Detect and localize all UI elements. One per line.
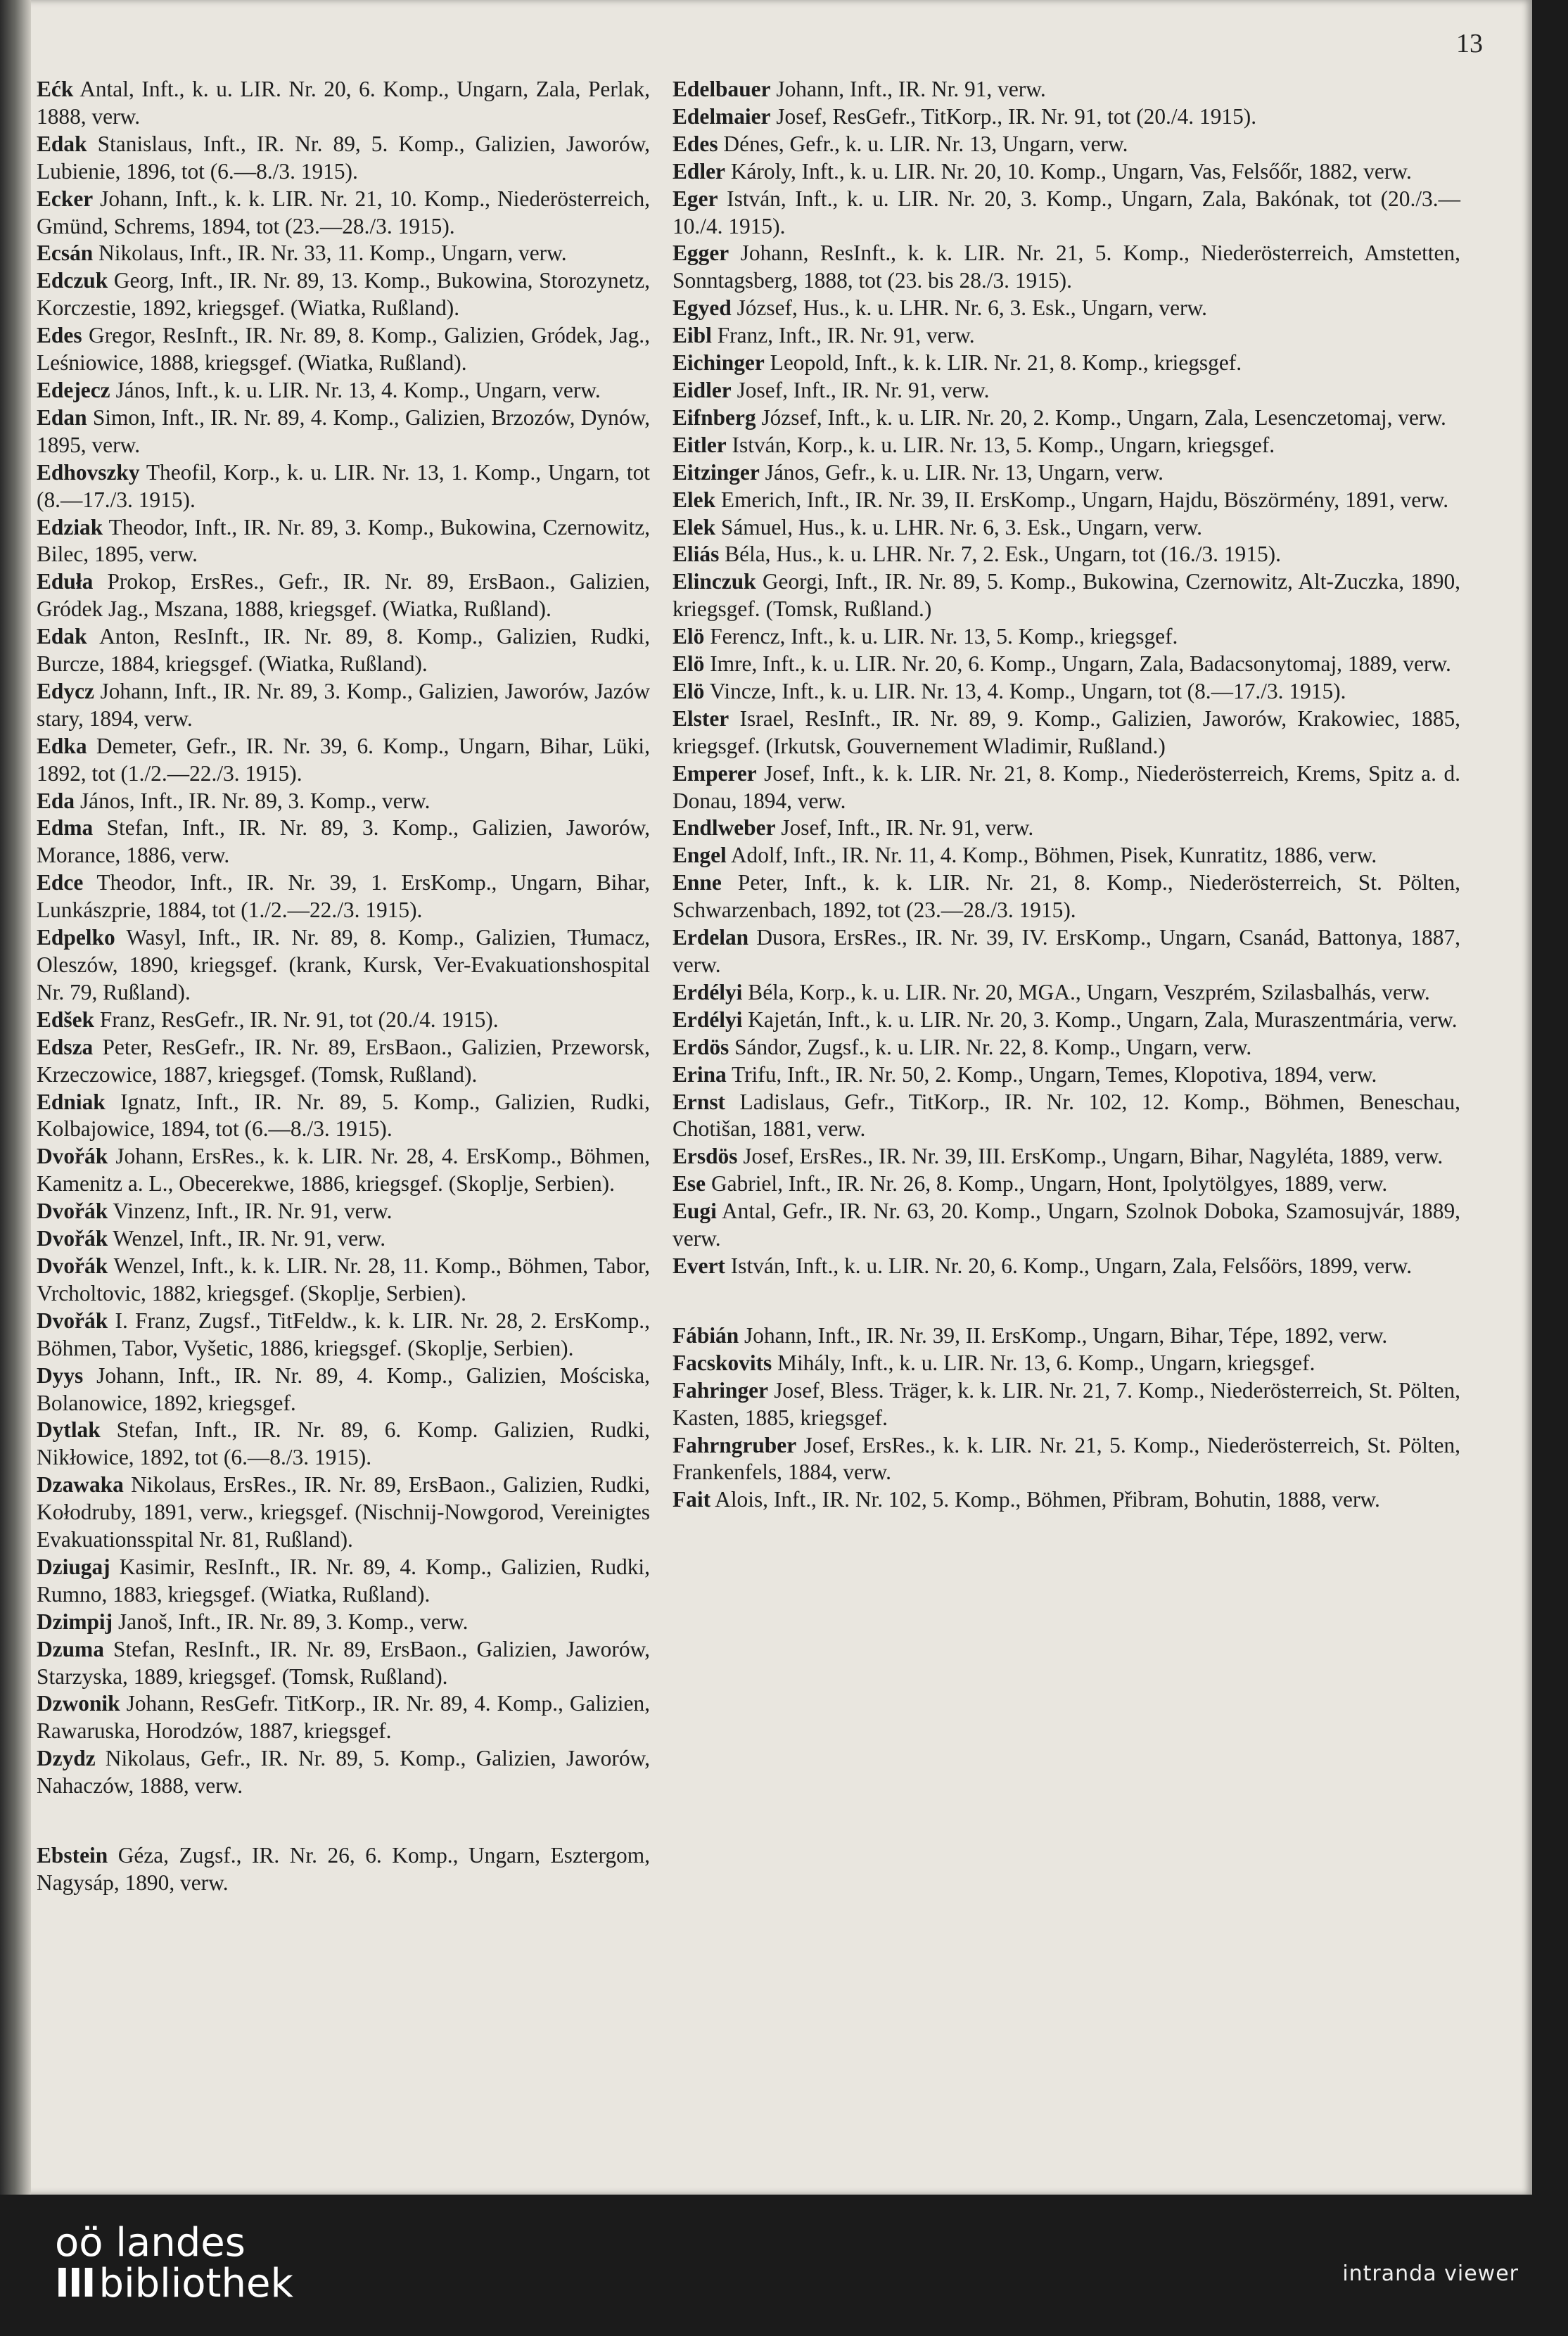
entry-name: Dzydz xyxy=(37,1746,96,1771)
entry-text: I. Franz, Zugsf., TitFeldw., k. k. LIR. Nr. 28, 2. ErsKomp., Böhmen, Tabor, Vyšetic, 1886, kriegsgef. (Skoplje, Serbien). xyxy=(37,1308,650,1360)
list-item xyxy=(37,678,650,733)
entry-text: Johann, Inft., IR. Nr. 89, 4. Komp., Galizien, Mościska, Bolanowice, 1892, kriegsgef. xyxy=(37,1362,650,1415)
entry-name: Facskovits xyxy=(673,1350,772,1375)
entry-name: Eger xyxy=(673,186,718,211)
entry-text: Károly, Inft., k. u. LIR. Nr. 20, 10. Komp., Ungarn, Vas, Felsőőr, 1882, verw. xyxy=(725,158,1412,184)
entry-text: János, Inft., IR. Nr. 89, 3. Komp., verw. xyxy=(75,788,431,813)
list-item xyxy=(673,322,1460,350)
entry-text: Johann, ResGefr. TitKorp., IR. Nr. 89, 4. Komp., Galizien, Rawaruska, Horodzów, 1887, kriegsgef. xyxy=(37,1691,650,1744)
entry-name: Enne xyxy=(673,870,722,895)
list-item xyxy=(37,623,650,678)
list-item xyxy=(673,568,1460,623)
entry-name: Ecsán xyxy=(37,241,94,266)
entry-name: Emperer xyxy=(673,760,757,786)
right-column xyxy=(673,76,1460,1514)
entry-text: Theodor, Inft., IR. Nr. 39, 1. ErsKomp., Ungarn, Bihar, Lunkászprie, 1884, tot (1./2.—22./3. 1915). xyxy=(37,870,650,923)
entry-name: Engel xyxy=(673,843,727,868)
entry-name: Elö xyxy=(673,651,705,677)
list-item xyxy=(673,678,1460,706)
entry-text: Josef, ResGefr., TitKorp., IR. Nr. 91, tot (20./4. 1915). xyxy=(770,103,1257,129)
entry-name: Ersdös xyxy=(673,1144,738,1169)
entry-text: Anton, ResInft., IR. Nr. 89, 8. Komp., Galizien, Rudki, Burcze, 1884, kriegsgef. (Wiatka, Rußland). xyxy=(37,624,650,677)
list-item xyxy=(37,459,650,514)
list-item xyxy=(37,924,650,1007)
logo-line-2: bibliothek xyxy=(98,2261,293,2306)
list-item xyxy=(37,1253,650,1308)
entry-text: Johann, Inft., IR. Nr. 89, 3. Komp., Galizien, Jaworów, Jazów stary, 1894, verw. xyxy=(37,678,650,731)
list-item xyxy=(37,788,650,815)
entry-text: Nikolaus, ErsRes., IR. Nr. 89, ErsBaon., Galizien, Rudki, Kołodruby, 1891, verw., kriegsgef. (Nischnij-Nowgorod, Vereinigtes Evakuationsspital Nr. 81, Rußland). xyxy=(37,1472,650,1552)
list-item xyxy=(37,568,650,623)
entry-text: Stefan, ResInft., IR. Nr. 89, ErsBaon., Galizien, Jaworów, Starzyska, 1889, kriegsgef. (Tomsk, Rußland). xyxy=(37,1636,650,1689)
list-item xyxy=(37,377,650,404)
left-column xyxy=(37,76,650,1897)
entry-name: Erdélyi xyxy=(673,979,743,1004)
list-item xyxy=(673,158,1460,186)
list-item xyxy=(37,1690,650,1745)
entry-name: Edes xyxy=(37,323,82,348)
entry-text: Janoš, Inft., IR. Nr. 89, 3. Komp., verw. xyxy=(113,1609,469,1634)
entry-name: Dvořák xyxy=(37,1308,108,1333)
list-item xyxy=(673,1143,1460,1170)
list-item xyxy=(37,514,650,569)
entry-name: Endlweber xyxy=(673,815,776,841)
list-item xyxy=(37,1417,650,1472)
entry-name: Dvořák xyxy=(37,1199,108,1224)
entry-text: Peter, ResGefr., IR. Nr. 89, ErsBaon., Galizien, Przeworsk, Krzeczowice, 1887, kriegsgef. (Tomsk, Rußland). xyxy=(37,1034,650,1087)
entry-text: Wenzel, Inft., IR. Nr. 91, verw. xyxy=(108,1226,386,1251)
entry-name: Dvořák xyxy=(37,1144,108,1169)
entry-text: Alois, Inft., IR. Nr. 102, 5. Komp., Böhmen, Přibram, Bohutin, 1888, verw. xyxy=(710,1487,1380,1512)
list-item xyxy=(37,1362,650,1417)
entry-text: Nikolaus, Inft., IR. Nr. 33, 11. Komp., Ungarn, verw. xyxy=(93,241,567,266)
entry-text: Johann, Inft., IR. Nr. 39, II. ErsKomp., Ungarn, Bihar, Tépe, 1892, verw. xyxy=(739,1322,1388,1348)
entry-text: Josef, ErsRes., IR. Nr. 39, III. ErsKomp., Ungarn, Bihar, Nagyléta, 1889, verw. xyxy=(737,1144,1443,1169)
entry-text: Ferencz, Inft., k. u. LIR. Nr. 13, 5. Komp., kriegsgef. xyxy=(704,624,1178,649)
entry-name: Edan xyxy=(37,404,87,430)
entry-text: Dénes, Gefr., k. u. LIR. Nr. 13, Ungarn, verw. xyxy=(718,131,1128,156)
list-item xyxy=(37,76,650,131)
list-item xyxy=(673,76,1460,103)
entry-text: Dusora, ErsRes., IR. Nr. 39, IV. ErsKomp., Ungarn, Csanád, Battonya, 1887, verw. xyxy=(673,925,1460,977)
entry-name: Eitler xyxy=(673,432,727,457)
list-item xyxy=(673,1170,1460,1198)
list-item xyxy=(37,815,650,869)
entry-name: Fahringer xyxy=(673,1377,769,1403)
entry-name: Elö xyxy=(673,678,705,703)
list-item xyxy=(673,651,1460,678)
list-item xyxy=(673,1350,1460,1377)
entry-text: Nikolaus, Gefr., IR. Nr. 89, 5. Komp., Galizien, Jaworów, Nahaczów, 1888, verw. xyxy=(37,1746,650,1799)
entry-text: Vinzenz, Inft., IR. Nr. 91, verw. xyxy=(108,1199,393,1224)
entry-text: Leopold, Inft., k. k. LIR. Nr. 21, 8. Komp., kriegsgef. xyxy=(764,350,1242,376)
entry-text: Emerich, Inft., IR. Nr. 39, II. ErsKomp., Ungarn, Hajdu, Böszörmény, 1891, verw. xyxy=(715,487,1449,512)
entry-name: Eduła xyxy=(37,569,94,594)
list-item xyxy=(673,1322,1460,1350)
entry-name: Edelmaier xyxy=(673,103,771,129)
entry-name: Ebstein xyxy=(37,1843,108,1868)
entry-text: Josef, Inft., k. k. LIR. Nr. 21, 8. Komp., Niederösterreich, Krems, Spitz a. d. Donau, 1894, verw. xyxy=(673,760,1460,813)
list-item xyxy=(673,842,1460,869)
entry-text: Mihály, Inft., k. u. LIR. Nr. 13, 6. Komp., Ungarn, kriegsgef. xyxy=(772,1350,1315,1375)
logo-line-1: oö landes xyxy=(55,2220,246,2266)
list-item xyxy=(37,1745,650,1800)
list-item xyxy=(37,1225,650,1253)
entry-name: Dzawaka xyxy=(37,1472,124,1498)
logo-bars-icon: III xyxy=(55,2261,95,2306)
list-item xyxy=(673,706,1460,760)
entry-text: János, Gefr., k. u. LIR. Nr. 13, Ungarn, verw. xyxy=(759,459,1164,485)
list-item xyxy=(673,1007,1460,1034)
entry-text: Stanislaus, Inft., IR. Nr. 89, 5. Komp., Galizien, Jaworów, Lubienie, 1896, tot (6.—8./3. 1915). xyxy=(37,131,650,184)
entry-name: Fábián xyxy=(673,1322,739,1348)
entry-text: Vincze, Inft., k. u. LIR. Nr. 13, 4. Komp., Ungarn, tot (8.—17./3. 1915). xyxy=(704,678,1346,703)
list-item xyxy=(673,1253,1460,1280)
entry-name: Edes xyxy=(673,131,718,156)
entry-name: Edce xyxy=(37,870,84,895)
entry-name: Edpelko xyxy=(37,925,115,950)
entry-name: Edziak xyxy=(37,514,103,540)
entry-name: Dytlak xyxy=(37,1417,101,1443)
entry-name: Edycz xyxy=(37,678,94,703)
list-item xyxy=(673,979,1460,1007)
entry-name: Edsza xyxy=(37,1034,94,1059)
entry-name: Fahrngruber xyxy=(673,1432,797,1457)
entry-text: Sámuel, Hus., k. u. LHR. Nr. 6, 3. Esk., Ungarn, verw. xyxy=(715,514,1203,540)
entry-text: Demeter, Gefr., IR. Nr. 39, 6. Komp., Ungarn, Bihar, Lüki, 1892, tot (1./2.—22./3. 1915). xyxy=(37,733,650,786)
entry-text: János, Inft., k. u. LIR. Nr. 13, 4. Komp., Ungarn, verw. xyxy=(110,377,601,402)
entry-name: Dziugaj xyxy=(37,1554,110,1579)
entry-text: Kajetán, Inft., k. u. LIR. Nr. 20, 3. Komp., Ungarn, Zala, Muraszentmária, verw. xyxy=(742,1007,1458,1032)
entry-text: Peter, Inft., k. k. LIR. Nr. 21, 8. Komp., Niederösterreich, St. Pölten, Schwarzenbach, 1892, tot (23.—28./3. 1915). xyxy=(673,870,1460,923)
viewer-label: intranda viewer xyxy=(1342,2261,1519,2286)
entry-name: Edler xyxy=(673,158,725,184)
book-gutter xyxy=(0,0,31,2195)
entry-text: Prokop, ErsRes., Gefr., IR. Nr. 89, ErsBaon., Galizien, Gródek Jag., Mszana, 1888, kriegsgef. (Wiatka, Rußland). xyxy=(37,569,650,622)
entry-name: Erdelan xyxy=(673,925,749,950)
entry-name: Fait xyxy=(673,1487,711,1512)
list-item xyxy=(37,1554,650,1609)
entry-text: Johann, ResInft., k. k. LIR. Nr. 21, 5. Komp., Niederösterreich, Amstetten, Sonntagsberg, 1888, tot (23. bis 28./3. 1915). xyxy=(673,241,1460,293)
entry-text: Georg, Inft., IR. Nr. 89, 13. Komp., Bukowina, Storozynetz, Korczestie, 1892, kriegsgef. (Wiatka, Rußland). xyxy=(37,268,650,321)
entry-name: Dzuma xyxy=(37,1636,104,1661)
list-item xyxy=(37,131,650,186)
entry-text: Franz, ResGefr., IR. Nr. 91, tot (20./4. 1915). xyxy=(94,1007,499,1032)
list-item xyxy=(673,924,1460,979)
list-item xyxy=(37,240,650,267)
list-item xyxy=(37,1842,650,1897)
entry-name: Ecker xyxy=(37,186,94,211)
entry-text: István, Korp., k. u. LIR. Nr. 13, 5. Komp., Ungarn, kriegsgef. xyxy=(726,432,1275,457)
list-item xyxy=(673,514,1460,542)
list-item xyxy=(37,267,650,322)
entry-text: Stefan, Inft., IR. Nr. 89, 3. Komp., Galizien, Jaworów, Morance, 1886, verw. xyxy=(37,815,650,868)
entry-text: Johann, Inft., k. k. LIR. Nr. 21, 10. Komp., Niederösterreich, Gmünd, Schrems, 1894, tot (23.—28./3. 1915). xyxy=(37,186,650,238)
entry-text: Theofil, Korp., k. u. LIR. Nr. 13, 1. Komp., Ungarn, tot (8.—17./3. 1915). xyxy=(37,459,650,512)
entry-text: Simon, Inft., IR. Nr. 89, 4. Komp., Galizien, Brzozów, Dynów, 1895, verw. xyxy=(37,404,650,457)
list-item xyxy=(673,623,1460,651)
list-item xyxy=(673,1377,1460,1432)
entry-name: Eda xyxy=(37,788,75,813)
list-item xyxy=(673,1432,1460,1487)
entry-text: József, Hus., k. u. LHR. Nr. 6, 3. Esk., Ungarn, verw. xyxy=(731,295,1207,321)
entry-text: Franz, Inft., IR. Nr. 91, verw. xyxy=(711,323,975,348)
entry-name: Egyed xyxy=(673,295,732,321)
list-item xyxy=(673,350,1460,377)
entry-name: Eugi xyxy=(673,1199,717,1224)
entry-text: Stefan, Inft., IR. Nr. 89, 6. Komp. Galizien, Rudki, Nikłowice, 1892, tot (6.—8./3. 1915). xyxy=(37,1417,650,1470)
entry-name: Erdös xyxy=(673,1034,729,1059)
list-item xyxy=(37,1143,650,1198)
list-item xyxy=(37,1609,650,1636)
list-item xyxy=(37,1089,650,1144)
list-item xyxy=(37,1198,650,1225)
entry-name: Dvořák xyxy=(37,1253,108,1278)
entry-name: Eibl xyxy=(673,323,712,348)
entry-name: Eichinger xyxy=(673,350,765,376)
entry-text: Adolf, Inft., IR. Nr. 11, 4. Komp., Böhmen, Pisek, Kunratitz, 1886, verw. xyxy=(726,843,1377,868)
list-item xyxy=(673,815,1460,842)
entry-name: Elek xyxy=(673,514,716,540)
entry-text: István, Inft., k. u. LIR. Nr. 20, 3. Komp., Ungarn, Zala, Bakónak, tot (20./3.—10./4. 1915). xyxy=(673,186,1460,238)
entry-name: Ese xyxy=(673,1171,706,1196)
entry-text: Kasimir, ResInft., IR. Nr. 89, 4. Komp., Galizien, Rudki, Rumno, 1883, kriegsgef. (Wiatka, Rußland). xyxy=(37,1554,650,1607)
entry-text: Sándor, Zugsf., k. u. LIR. Nr. 22, 8. Komp., Ungarn, verw. xyxy=(729,1034,1252,1059)
list-item xyxy=(673,404,1460,432)
entry-name: Edniak xyxy=(37,1089,106,1114)
entry-text: Béla, Korp., k. u. LIR. Nr. 20, MGA., Ungarn, Veszprém, Szilasbalhás, verw. xyxy=(742,979,1430,1004)
entry-name: Eliás xyxy=(673,542,720,567)
entry-text: Ignatz, Inft., IR. Nr. 89, 5. Komp., Galizien, Rudki, Kolbajowice, 1894, tot (6.—8./3. 1915). xyxy=(37,1089,650,1142)
entry-text: Antal, Inft., k. u. LIR. Nr. 20, 6. Komp., Ungarn, Zala, Perlak, 1888, verw. xyxy=(37,77,650,129)
list-item xyxy=(673,1034,1460,1061)
list-item xyxy=(673,377,1460,404)
entry-name: Dvořák xyxy=(37,1226,108,1251)
entry-name: Edczuk xyxy=(37,268,108,293)
entry-text: Josef, ErsRes., k. k. LIR. Nr. 21, 5. Komp., Niederösterreich, St. Pölten, Frankenfels, 1884, verw. xyxy=(673,1432,1460,1485)
list-item xyxy=(37,1034,650,1089)
list-item xyxy=(37,322,650,377)
entry-text: Johann, Inft., IR. Nr. 91, verw. xyxy=(770,77,1046,101)
entry-name: Elö xyxy=(673,624,705,649)
entry-name: Edšek xyxy=(37,1007,95,1032)
entry-text: Ladislaus, Gefr., TitKorp., IR. Nr. 102, 12. Komp., Böhmen, Beneschau, Chotišan, 1881, verw. xyxy=(673,1089,1460,1142)
entry-name: Edhovszky xyxy=(37,459,140,485)
list-item xyxy=(37,1308,650,1362)
entry-name: Edma xyxy=(37,815,94,841)
list-item xyxy=(37,1007,650,1034)
entry-name: Ećk xyxy=(37,77,74,101)
entry-name: Elster xyxy=(673,706,729,731)
list-item xyxy=(673,295,1460,322)
entry-name: Edejecz xyxy=(37,377,110,402)
entry-name: Egger xyxy=(673,241,729,266)
entry-name: Elinczuk xyxy=(673,569,756,594)
entry-text: Géza, Zugsf., IR. Nr. 26, 6. Komp., Ungarn, Esztergom, Nagysáp, 1890, verw. xyxy=(37,1843,650,1895)
entry-name: Dzimpij xyxy=(37,1609,113,1634)
entry-name: Erina xyxy=(673,1061,727,1087)
entry-text: József, Inft., k. u. LIR. Nr. 20, 2. Komp., Ungarn, Zala, Lesenczetomaj, verw. xyxy=(756,404,1446,430)
list-item xyxy=(673,240,1460,295)
list-item xyxy=(37,869,650,924)
entry-name: Erdélyi xyxy=(673,1007,743,1032)
list-item xyxy=(37,404,650,459)
list-item xyxy=(673,459,1460,487)
entry-name: Eitzinger xyxy=(673,459,760,485)
list-item xyxy=(37,1472,650,1554)
list-item xyxy=(673,487,1460,514)
entry-name: Eifnberg xyxy=(673,404,756,430)
entry-text: Georgi, Inft., IR. Nr. 89, 5. Komp., Bukowina, Czernowitz, Alt-Zuczka, 1890, kriegsgef. (Tomsk, Rußland.) xyxy=(673,569,1460,622)
entry-name: Elek xyxy=(673,487,716,512)
entry-text: Theodor, Inft., IR. Nr. 89, 3. Komp., Bukowina, Czernowitz, Bilec, 1895, verw. xyxy=(37,514,650,567)
entry-text: Josef, Bless. Träger, k. k. LIR. Nr. 21, 7. Komp., Niederösterreich, St. Pölten, Kasten, 1885, kriegsgef. xyxy=(673,1377,1460,1430)
list-item xyxy=(37,733,650,788)
list-item xyxy=(673,1089,1460,1144)
entry-name: Dzwonik xyxy=(37,1691,120,1716)
list-item xyxy=(673,541,1460,568)
entry-text: Johann, ErsRes., k. k. LIR. Nr. 28, 4. ErsKomp., Böhmen, Kamenitz a. L., Obecerekwe, 1886, kriegsgef. (Skoplje, Serbien). xyxy=(37,1144,650,1196)
entry-text: Josef, Inft., IR. Nr. 91, verw. xyxy=(731,377,990,402)
entry-name: Evert xyxy=(673,1253,725,1278)
entry-text: Trifu, Inft., IR. Nr. 50, 2. Komp., Ungarn, Temes, Klopotiva, 1894, verw. xyxy=(726,1061,1377,1087)
entry-name: Edak xyxy=(37,624,87,649)
entry-name: Ernst xyxy=(673,1089,725,1114)
entry-text: Gabriel, Inft., IR. Nr. 26, 8. Komp., Ungarn, Hont, Ipolytölgyes, 1889, verw. xyxy=(706,1171,1388,1196)
list-item xyxy=(673,1198,1460,1253)
library-logo xyxy=(55,2220,293,2306)
entry-text: István, Inft., k. u. LIR. Nr. 20, 6. Komp., Ungarn, Zala, Felsőörs, 1899, verw. xyxy=(725,1253,1413,1278)
list-item xyxy=(673,1061,1460,1089)
entry-text: Antal, Gefr., IR. Nr. 63, 20. Komp., Ungarn, Szolnok Doboka, Szamosujvár, 1889, verw. xyxy=(673,1199,1460,1251)
entry-name: Edelbauer xyxy=(673,77,771,101)
entry-text: Imre, Inft., k. u. LIR. Nr. 20, 6. Komp., Ungarn, Zala, Badacsonytomaj, 1889, verw. xyxy=(704,651,1451,677)
list-item xyxy=(673,869,1460,924)
entry-text: Béla, Hus., k. u. LHR. Nr. 7, 2. Esk., Ungarn, tot (16./3. 1915). xyxy=(719,542,1281,567)
entry-text: Gregor, ResInft., IR. Nr. 89, 8. Komp., Galizien, Gródek, Jag., Leśniowice, 1888, kriegsgef. (Wiatka, Rußland). xyxy=(37,323,650,376)
list-item xyxy=(673,103,1460,131)
entry-text: Wasyl, Inft., IR. Nr. 89, 8. Komp., Galizien, Tłumacz, Oleszów, 1890, kriegsgef. (krank, Kursk, Ver-Evakuationshospital Nr. 79, Rußland). xyxy=(37,925,650,1004)
entry-name: Edka xyxy=(37,733,87,758)
entry-name: Dyys xyxy=(37,1362,84,1388)
list-item xyxy=(673,1486,1460,1514)
page-number: 13 xyxy=(1456,29,1483,58)
entry-text: Wenzel, Inft., k. k. LIR. Nr. 28, 11. Komp., Böhmen, Tabor, Vrcholtovic, 1882, kriegsgef. (Skoplje, Serbien). xyxy=(37,1253,650,1306)
entry-text: Josef, Inft., IR. Nr. 91, verw. xyxy=(775,815,1034,841)
list-item xyxy=(673,760,1460,815)
entry-text: Israel, ResInft., IR. Nr. 89, 9. Komp., Galizien, Jaworów, Krakowiec, 1885, kriegsgef. (Irkutsk, Gouvernement Wladimir, Rußland.) xyxy=(673,706,1460,758)
entry-name: Edak xyxy=(37,131,87,156)
list-item xyxy=(37,1636,650,1691)
entry-name: Eidler xyxy=(673,377,732,402)
list-item xyxy=(37,186,650,241)
list-item xyxy=(673,131,1460,158)
list-item xyxy=(673,186,1460,241)
list-item xyxy=(673,432,1460,459)
